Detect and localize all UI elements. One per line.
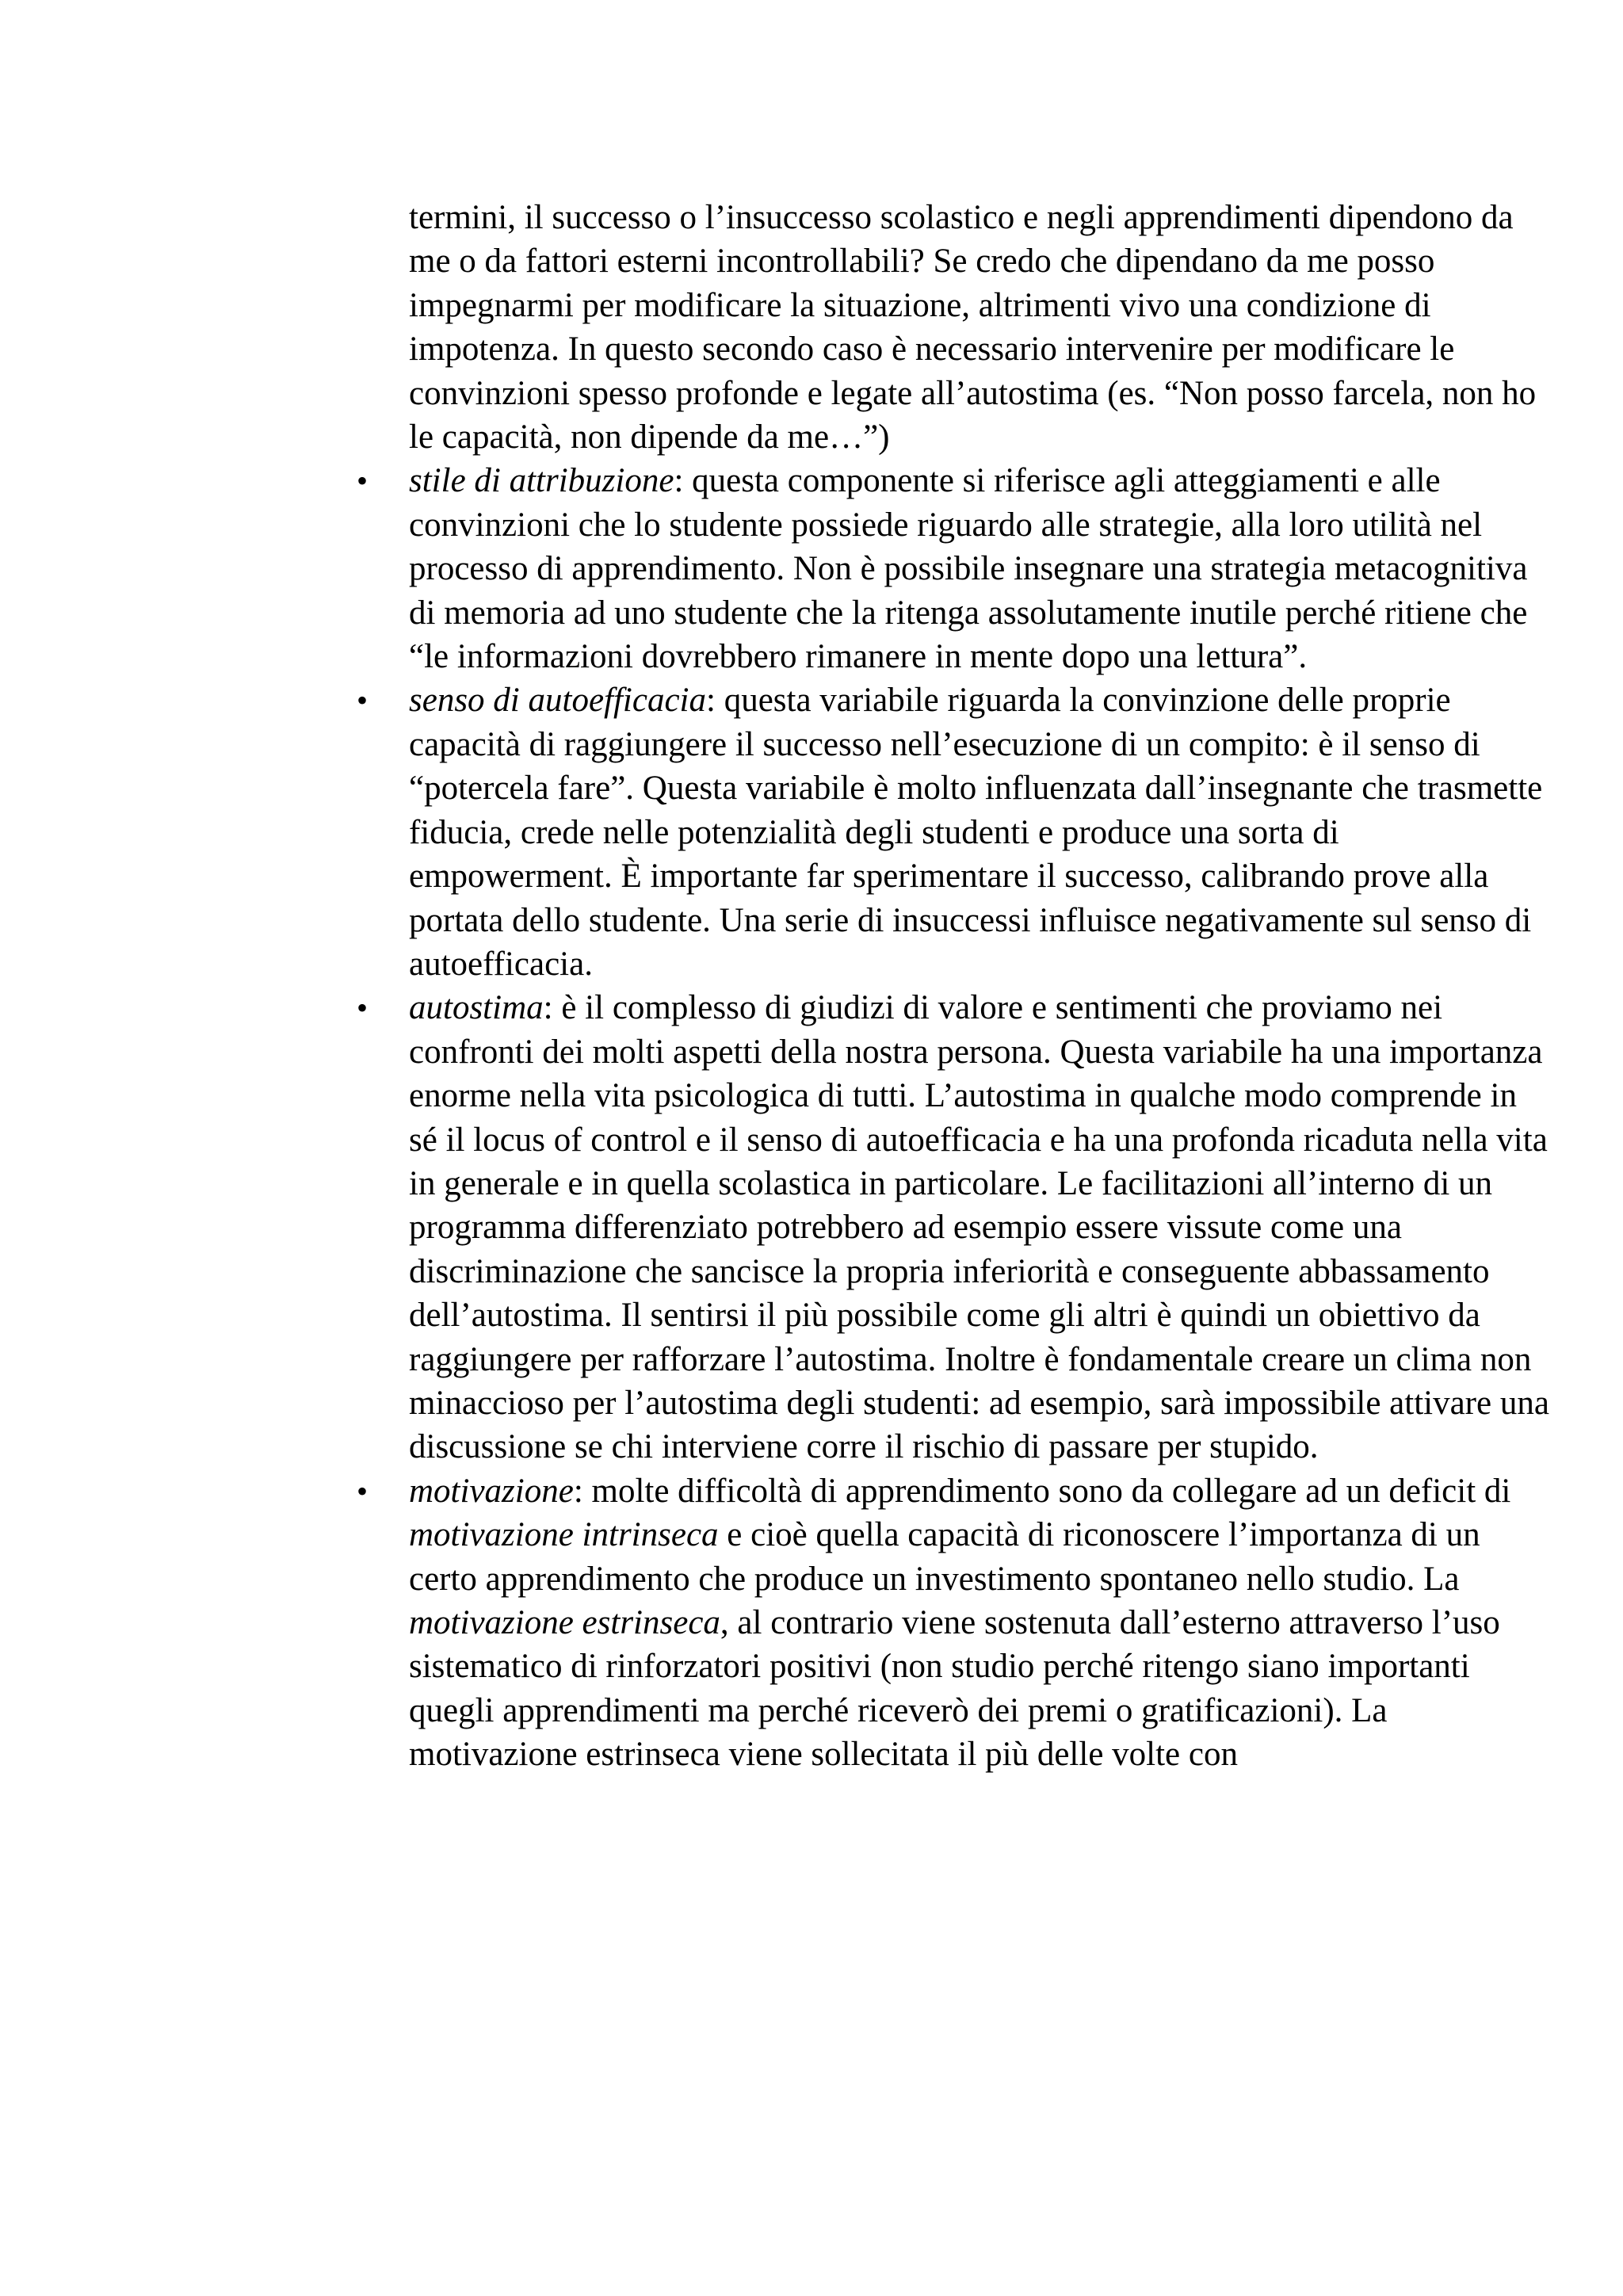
bullet-list: [356, 459, 1550, 1776]
bullet-icon: •: [356, 1473, 368, 1509]
intro-paragraph: termini, il successo o l’insuccesso scolastico e negli apprendimenti dipendono da me o da fattori esterni incontrollabili? Se credo che dipendano da me posso impegnarmi per modificare la situazione, altrimenti vivo una condizione di impotenza. In questo secondo caso è necessario intervenire per modificare le convinzioni spesso profonde e legate all’autostima (es. “Non posso farcela, non ho le capacità, non dipende da me…”): [409, 199, 1537, 457]
list-item-autostima: [356, 986, 1550, 1469]
list-item-body: : è il complesso di giudizi di valore e sentimenti che proviamo nei confronti dei molti aspetti della nostra persona. Questa variabile ha una importanza enorme nella vita psicologica di tutti. L’autostima in qualche modo comprende in sé il locus of control e il senso di autoefficacia e ha una profonda ricaduta nella vita in generale e in quella scolastica in particolare. Le facilitazioni all’interno di un programma differenziato potrebbero ad esempio essere vissute come una discriminazione che sancisce la propria inferiorità e conseguente abbassamento dell’autostima. Il sentirsi il più possibile come gli altri è quindi un obiettivo da raggiungere per rafforzare l’autostima. Inoltre è fondamentale creare un clima non minaccioso per l’autostima degli studenti: ad esempio, sarà impossibile attivare una discussione se chi interviene corre il rischio di passare per stupido.: [409, 989, 1549, 1466]
list-item-motivazione: [356, 1469, 1550, 1777]
text-body: [356, 196, 1550, 1777]
list-item-senso-di-autoefficacia: [356, 678, 1550, 986]
list-item-term: senso di autoefficacia: [409, 682, 706, 720]
bullet-icon: •: [356, 463, 368, 499]
bullet-icon: •: [356, 682, 368, 719]
emphasis-motivazione-intrinseca: motivazione intrinseca: [409, 1516, 719, 1554]
list-item-stile-di-attribuzione: [356, 459, 1550, 678]
list-item-body: : questa componente si riferisce agli atteggiamenti e alle convinzioni che lo studente possiede riguardo alle strategie, alla loro utilità nel processo di apprendimento. Non è possibile insegnare una strategia metacognitiva di memoria ad uno studente che la ritenga assolutamente inutile perché ritiene che “le informazioni dovrebbero rimanere in mente dopo una lettura”.: [409, 462, 1528, 676]
list-item-body: : questa variabile riguarda la convinzione delle proprie capacità di raggiungere il successo nell’esecuzione di un compito: è il senso di “potercela fare”. Questa variabile è molto influenzata dall’insegnante che trasmette fiducia, crede nelle potenzialità degli studenti e produce una sorta di empowerment. È importante far sperimentare il successo, calibrando prove alla portata dello studente. Una serie di insuccessi influisce negativamente sul senso di autoefficacia.: [409, 682, 1543, 983]
bullet-icon: •: [356, 990, 368, 1026]
list-item-term: autostima: [409, 989, 544, 1027]
list-item-term: stile di attribuzione: [409, 462, 674, 500]
list-item-body: : molte difficoltà di apprendimento sono da collegare ad un deficit di: [573, 1472, 1511, 1510]
list-item-body: e cioè quella capacità di riconoscere l’importanza di un certo apprendimento che produce un investimento spontaneo nello studio. La: [409, 1516, 1480, 1598]
list-item-term: motivazione: [409, 1472, 574, 1510]
emphasis-motivazione-estrinseca: motivazione estrinseca: [409, 1604, 720, 1641]
list-item-body: , al contrario viene sostenuta dall’esterno attraverso l’uso sistematico di rinforzatori positivi (non studio perché ritengo siano importanti quegli apprendimenti ma perché riceverò dei premi o gratificazioni). La motivazione estrinseca viene sollecitata il più delle volte con: [409, 1604, 1500, 1774]
